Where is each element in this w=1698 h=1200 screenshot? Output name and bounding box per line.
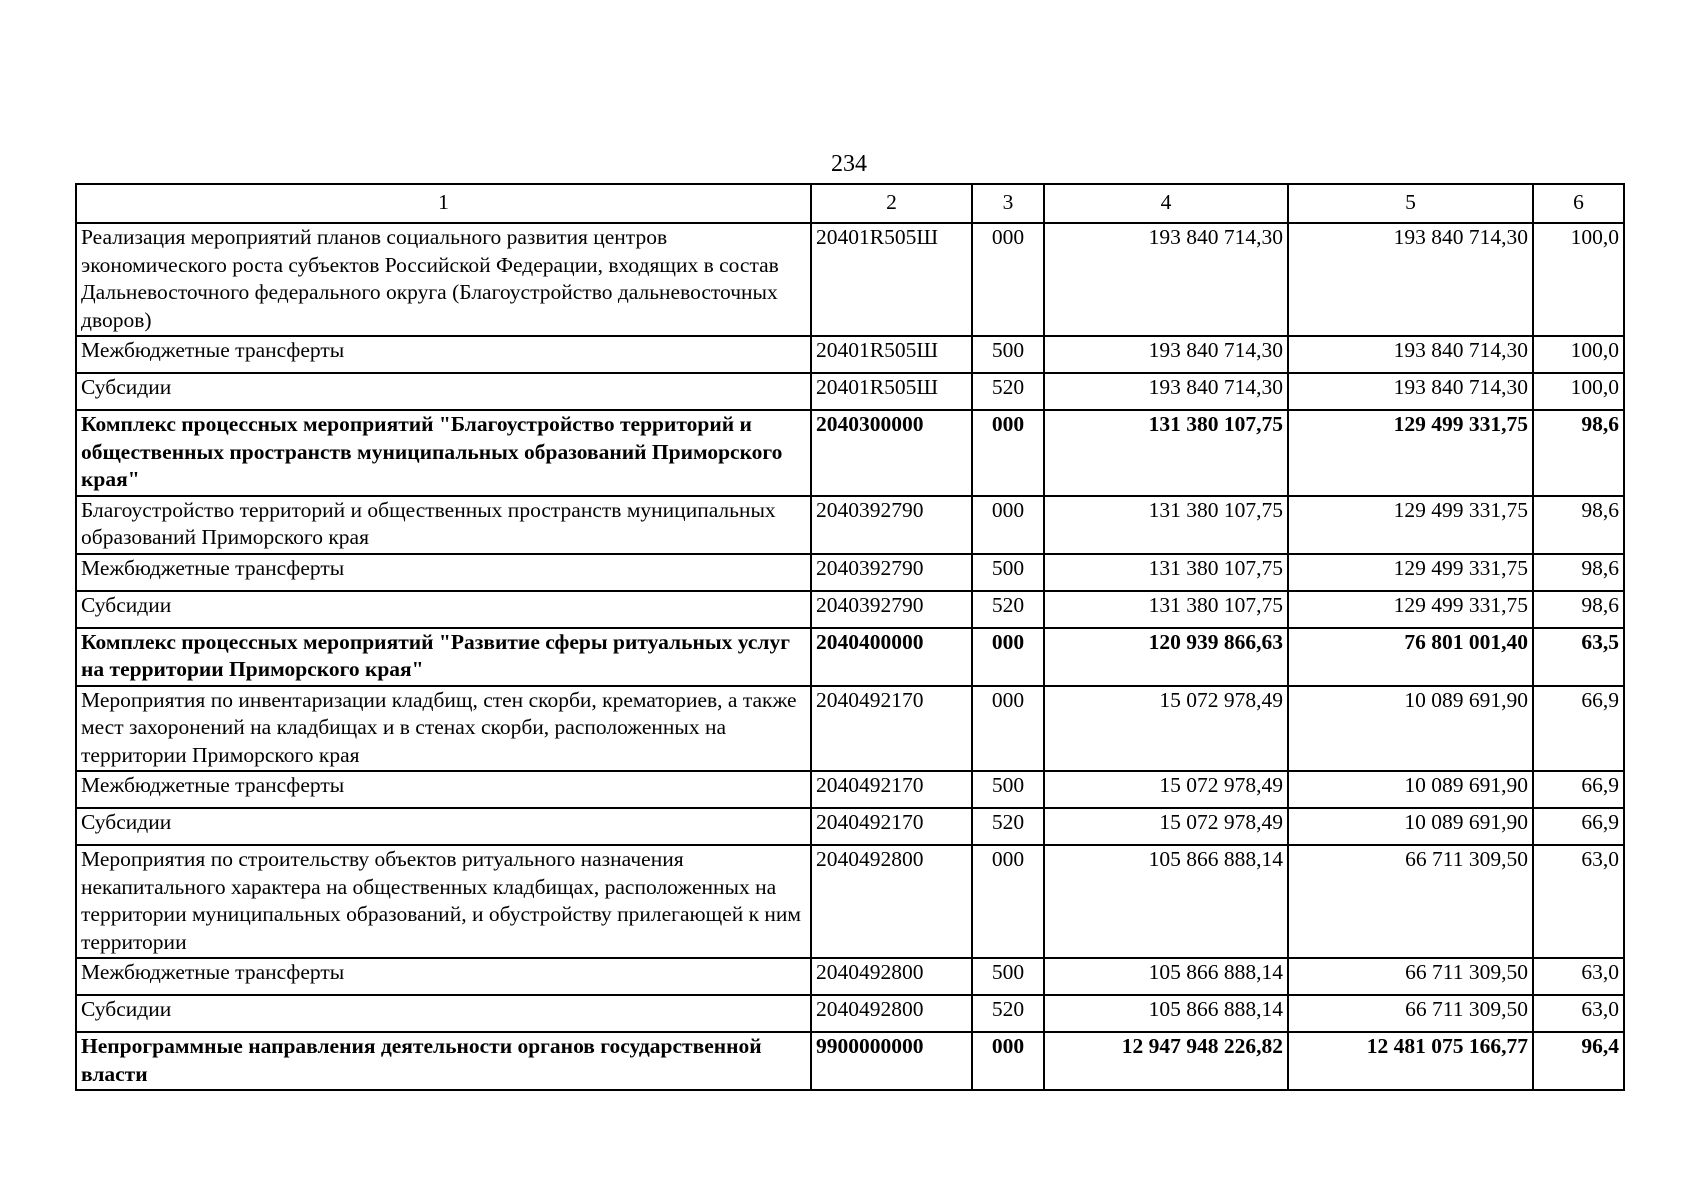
row-percent-cell: 100,0 — [1533, 373, 1624, 410]
row-percent-cell: 100,0 — [1533, 336, 1624, 373]
row-name-cell: Комплекс процессных мероприятий "Развитие сферы ритуальных услуг на территории Приморского края" — [76, 628, 811, 686]
row-plan-amount-cell: 120 939 866,63 — [1044, 628, 1288, 686]
table-row — [76, 808, 1624, 845]
row-type-cell: 520 — [972, 808, 1044, 845]
row-plan-amount-cell: 131 380 107,75 — [1044, 410, 1288, 496]
row-actual-amount-cell: 193 840 714,30 — [1288, 373, 1533, 410]
row-actual-amount-cell: 129 499 331,75 — [1288, 410, 1533, 496]
row-percent-cell: 98,6 — [1533, 410, 1624, 496]
row-code-cell: 20401R505Ш — [811, 336, 972, 373]
row-type-cell: 520 — [972, 373, 1044, 410]
row-plan-amount-cell: 15 072 978,49 — [1044, 686, 1288, 772]
row-percent-cell: 66,9 — [1533, 686, 1624, 772]
row-percent-cell: 63,0 — [1533, 845, 1624, 958]
row-code-cell: 20401R505Ш — [811, 373, 972, 410]
row-name-cell: Межбюджетные трансферты — [76, 554, 811, 591]
row-actual-amount-cell: 12 481 075 166,77 — [1288, 1032, 1533, 1090]
row-percent-cell: 66,9 — [1533, 771, 1624, 808]
row-code-cell: 2040392790 — [811, 591, 972, 628]
row-type-cell: 500 — [972, 958, 1044, 995]
row-plan-amount-cell: 193 840 714,30 — [1044, 223, 1288, 336]
row-percent-cell: 96,4 — [1533, 1032, 1624, 1090]
row-plan-amount-cell: 131 380 107,75 — [1044, 554, 1288, 591]
row-name-cell: Субсидии — [76, 591, 811, 628]
row-type-cell: 000 — [972, 628, 1044, 686]
table-row — [76, 845, 1624, 958]
table-row — [76, 496, 1624, 554]
table-header-row — [76, 184, 1624, 223]
table-row — [76, 373, 1624, 410]
row-plan-amount-cell: 193 840 714,30 — [1044, 336, 1288, 373]
table-row — [76, 958, 1624, 995]
row-actual-amount-cell: 10 089 691,90 — [1288, 808, 1533, 845]
row-code-cell: 2040492800 — [811, 995, 972, 1032]
row-percent-cell: 98,6 — [1533, 591, 1624, 628]
row-plan-amount-cell: 15 072 978,49 — [1044, 808, 1288, 845]
table-body — [76, 223, 1624, 1090]
table-row — [76, 1032, 1624, 1090]
row-name-cell: Межбюджетные трансферты — [76, 771, 811, 808]
row-plan-amount-cell: 105 866 888,14 — [1044, 995, 1288, 1032]
row-name-cell: Межбюджетные трансферты — [76, 336, 811, 373]
column-header: 2 — [811, 184, 972, 223]
row-percent-cell: 100,0 — [1533, 223, 1624, 336]
row-percent-cell: 66,9 — [1533, 808, 1624, 845]
page-number: 234 — [831, 151, 867, 177]
budget-table — [75, 183, 1625, 1091]
table-row — [76, 591, 1624, 628]
table-row — [76, 410, 1624, 496]
row-percent-cell: 98,6 — [1533, 496, 1624, 554]
row-name-cell: Субсидии — [76, 373, 811, 410]
row-code-cell: 2040392790 — [811, 554, 972, 591]
row-plan-amount-cell: 131 380 107,75 — [1044, 591, 1288, 628]
row-actual-amount-cell: 66 711 309,50 — [1288, 958, 1533, 995]
row-type-cell: 000 — [972, 1032, 1044, 1090]
row-name-cell: Межбюджетные трансферты — [76, 958, 811, 995]
row-plan-amount-cell: 105 866 888,14 — [1044, 958, 1288, 995]
row-code-cell: 2040492800 — [811, 845, 972, 958]
row-code-cell: 2040400000 — [811, 628, 972, 686]
row-code-cell: 2040492800 — [811, 958, 972, 995]
row-actual-amount-cell: 193 840 714,30 — [1288, 223, 1533, 336]
column-header: 4 — [1044, 184, 1288, 223]
row-code-cell: 2040392790 — [811, 496, 972, 554]
row-actual-amount-cell: 10 089 691,90 — [1288, 686, 1533, 772]
row-code-cell: 20401R505Ш — [811, 223, 972, 336]
row-code-cell: 2040492170 — [811, 771, 972, 808]
row-type-cell: 000 — [972, 223, 1044, 336]
column-header: 5 — [1288, 184, 1533, 223]
row-code-cell: 2040300000 — [811, 410, 972, 496]
table-row — [76, 554, 1624, 591]
row-plan-amount-cell: 131 380 107,75 — [1044, 496, 1288, 554]
table-row — [76, 995, 1624, 1032]
row-name-cell: Комплекс процессных мероприятий "Благоустройство территорий и общественных пространств муниципальных образований Приморского края" — [76, 410, 811, 496]
row-name-cell: Мероприятия по строительству объектов ритуального назначения некапитального характера на общественных кладбищах, расположенных на территории муниципальных образований, и обустройству прилегающей к ним территории — [76, 845, 811, 958]
row-actual-amount-cell: 129 499 331,75 — [1288, 496, 1533, 554]
row-percent-cell: 98,6 — [1533, 554, 1624, 591]
row-type-cell: 500 — [972, 771, 1044, 808]
row-type-cell: 000 — [972, 496, 1044, 554]
row-type-cell: 000 — [972, 410, 1044, 496]
table-row — [76, 336, 1624, 373]
row-name-cell: Субсидии — [76, 808, 811, 845]
column-header: 6 — [1533, 184, 1624, 223]
row-plan-amount-cell: 105 866 888,14 — [1044, 845, 1288, 958]
column-header: 1 — [76, 184, 811, 223]
table-row — [76, 628, 1624, 686]
row-type-cell: 000 — [972, 845, 1044, 958]
row-type-cell: 520 — [972, 995, 1044, 1032]
row-type-cell: 000 — [972, 686, 1044, 772]
row-code-cell: 2040492170 — [811, 686, 972, 772]
row-actual-amount-cell: 129 499 331,75 — [1288, 591, 1533, 628]
row-plan-amount-cell: 15 072 978,49 — [1044, 771, 1288, 808]
row-name-cell: Благоустройство территорий и общественных пространств муниципальных образований Приморского края — [76, 496, 811, 554]
row-actual-amount-cell: 129 499 331,75 — [1288, 554, 1533, 591]
column-header: 3 — [972, 184, 1044, 223]
row-type-cell: 500 — [972, 554, 1044, 591]
row-actual-amount-cell: 10 089 691,90 — [1288, 771, 1533, 808]
row-type-cell: 500 — [972, 336, 1044, 373]
table-row — [76, 771, 1624, 808]
table-row — [76, 686, 1624, 772]
row-actual-amount-cell: 76 801 001,40 — [1288, 628, 1533, 686]
row-percent-cell: 63,0 — [1533, 958, 1624, 995]
row-actual-amount-cell: 193 840 714,30 — [1288, 336, 1533, 373]
row-name-cell: Мероприятия по инвентаризации кладбищ, стен скорби, крематориев, а также мест захоронений на кладбищах и в стенах скорби, расположенных на территории Приморского края — [76, 686, 811, 772]
row-name-cell: Субсидии — [76, 995, 811, 1032]
row-code-cell: 9900000000 — [811, 1032, 972, 1090]
table-row — [76, 223, 1624, 336]
row-percent-cell: 63,5 — [1533, 628, 1624, 686]
row-actual-amount-cell: 66 711 309,50 — [1288, 995, 1533, 1032]
row-name-cell: Реализация мероприятий планов социального развития центров экономического роста субъектов Российской Федерации, входящих в состав Дальневосточного федерального округа (Благоустройство дальневосточных дворов) — [76, 223, 811, 336]
row-plan-amount-cell: 193 840 714,30 — [1044, 373, 1288, 410]
row-code-cell: 2040492170 — [811, 808, 972, 845]
row-name-cell: Непрограммные направления деятельности органов государственной власти — [76, 1032, 811, 1090]
row-plan-amount-cell: 12 947 948 226,82 — [1044, 1032, 1288, 1090]
row-percent-cell: 63,0 — [1533, 995, 1624, 1032]
row-actual-amount-cell: 66 711 309,50 — [1288, 845, 1533, 958]
row-type-cell: 520 — [972, 591, 1044, 628]
